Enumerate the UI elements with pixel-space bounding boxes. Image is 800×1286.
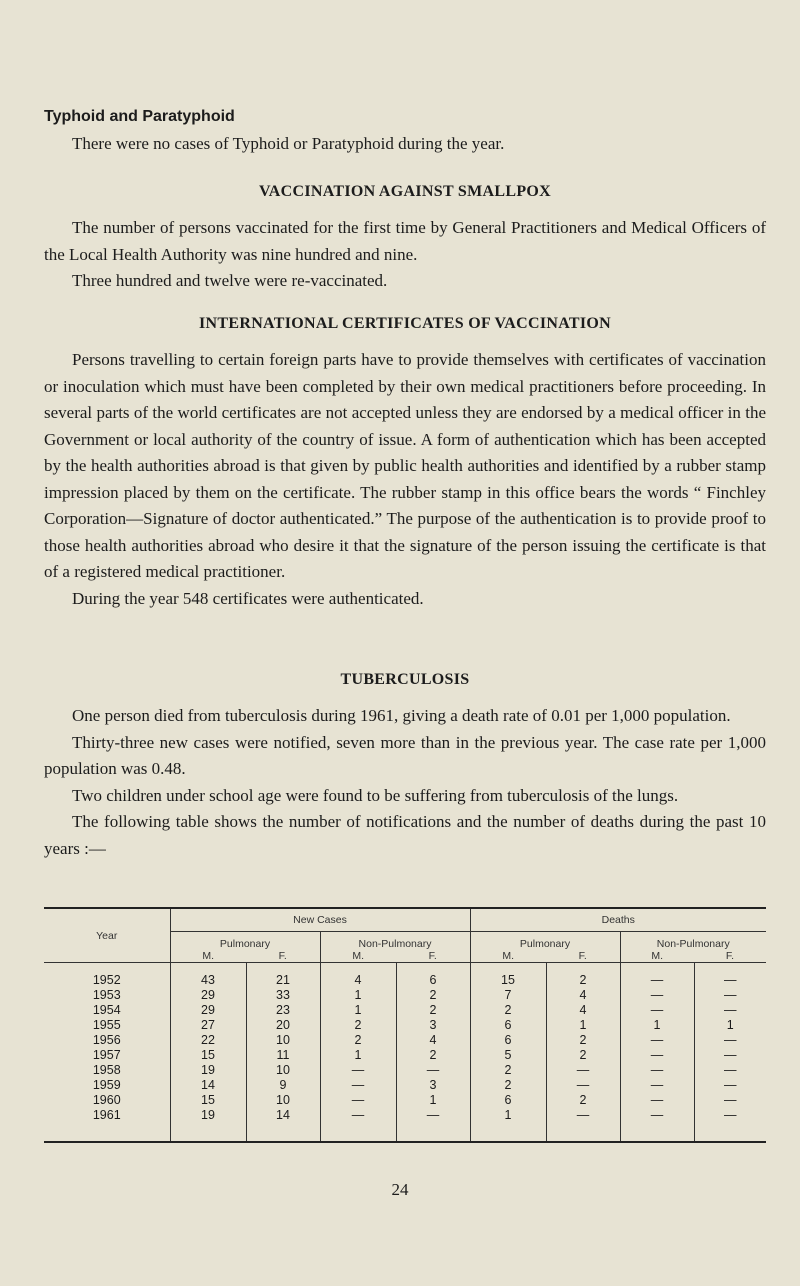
vaccination-paragraph-2: Three hundred and twelve were re-vaccinated.: [72, 271, 388, 290]
table-cell: 1958: [92, 1063, 121, 1077]
table-cell: 43: [170, 973, 246, 988]
table-row: [44, 1108, 766, 1123]
table-cell: 2: [470, 1078, 546, 1093]
table-cell: —: [546, 1108, 620, 1123]
table-cell: —: [620, 1108, 694, 1123]
table-cell: —: [320, 1063, 396, 1078]
deaths-non-pulmonary-header: Non-Pulmonary: [620, 932, 766, 951]
tuberculosis-paragraph-4: The following table shows the number of notifications and the number of deaths during the past 10 years :—: [44, 812, 766, 858]
table-row: [44, 1048, 766, 1063]
table-cell: 1: [694, 1018, 766, 1033]
table-cell: —: [694, 1093, 766, 1108]
table-cell: 1: [470, 1108, 546, 1123]
tuberculosis-heading: TUBERCULOSIS: [340, 671, 470, 688]
table-cell: 1959: [92, 1078, 121, 1092]
deaths-non-pulmonary-m-header: M.: [620, 950, 694, 963]
deaths-header: Deaths: [470, 908, 766, 932]
vaccination-heading: VACCINATION AGAINST SMALLPOX: [258, 183, 551, 200]
table-cell: 1952: [92, 973, 121, 987]
table-cell: —: [694, 1078, 766, 1093]
table-cell: —: [320, 1108, 396, 1123]
table-bottom-rule: [44, 1123, 766, 1142]
table-cell: 10: [246, 1093, 320, 1108]
table-cell: 29: [170, 1003, 246, 1018]
table-cell: —: [620, 1063, 694, 1078]
table-cell: 6: [470, 1033, 546, 1048]
new-cases-header: New Cases: [170, 908, 470, 932]
table-cell: 33: [246, 988, 320, 1003]
table-cell: 10: [246, 1063, 320, 1078]
table-cell: 21: [246, 973, 320, 988]
table-cell: —: [694, 1063, 766, 1078]
table-cell: 2: [396, 1048, 470, 1063]
table-cell: —: [694, 988, 766, 1003]
table-row: [44, 973, 766, 988]
table-row: [44, 1003, 766, 1018]
table-cell: 1: [320, 988, 396, 1003]
table-cell: 2: [546, 973, 620, 988]
table-cell: 3: [396, 1018, 470, 1033]
table-body: [44, 963, 766, 1143]
table-row: [44, 1078, 766, 1093]
deaths-pulmonary-header: Pulmonary: [470, 932, 620, 951]
typhoid-text: There were no cases of Typhoid or Paratyphoid during the year.: [72, 133, 505, 153]
certificates-section: [44, 315, 766, 612]
table-cell: 14: [170, 1078, 246, 1093]
new-pulmonary-f-header: F.: [246, 950, 320, 963]
table-cell: —: [320, 1093, 396, 1108]
typhoid-heading: Typhoid and Paratyphoid: [44, 108, 235, 125]
table-cell: 2: [470, 1003, 546, 1018]
deaths-non-pulmonary-f-header: F.: [694, 950, 766, 963]
table-cell: —: [694, 1003, 766, 1018]
deaths-pulmonary-f-header: F.: [546, 950, 620, 963]
table-cell: 23: [246, 1003, 320, 1018]
table-cell: —: [396, 1063, 470, 1078]
page-number: 24: [391, 1180, 409, 1199]
new-non-pulmonary-f-header: F.: [396, 950, 470, 963]
table-cell: 2: [320, 1018, 396, 1033]
table-cell: 7: [470, 988, 546, 1003]
table-cell: —: [620, 973, 694, 988]
table-cell: 2: [320, 1033, 396, 1048]
table-cell: 4: [546, 1003, 620, 1018]
table-cell: 1960: [92, 1093, 121, 1107]
new-non-pulmonary-header: Non-Pulmonary: [320, 932, 470, 951]
table-cell: 22: [170, 1033, 246, 1048]
table-cell: 6: [470, 1018, 546, 1033]
table-cell: 1: [320, 1048, 396, 1063]
table-cell: 1955: [92, 1018, 121, 1032]
table-cell: —: [620, 1093, 694, 1108]
table-cell: 1: [620, 1018, 694, 1033]
tuberculosis-paragraph-3: Two children under school age were found to be suffering from tuberculosis of the lungs.: [72, 785, 679, 805]
table-cell: —: [694, 973, 766, 988]
table-cell: 11: [246, 1048, 320, 1063]
table-cell: 2: [470, 1063, 546, 1078]
certificates-paragraph-2: During the year 548 certificates were authenticated.: [72, 588, 424, 608]
tuberculosis-table: [44, 907, 766, 1143]
tuberculosis-paragraph-2: Thirty-three new cases were notified, seven more than in the previous year. The case rate per 1,000 population was 0.48.: [44, 732, 766, 778]
table-cell: 2: [546, 1048, 620, 1063]
table-cell: 27: [170, 1018, 246, 1033]
new-non-pulmonary-m-header: M.: [320, 950, 396, 963]
new-pulmonary-m-header: M.: [170, 950, 246, 963]
table-cell: —: [546, 1063, 620, 1078]
vaccination-paragraph-1: The number of persons vaccinated for the first time by General Practitioners and Medical Officers of the Local Health Authority was nine hundred and nine.: [44, 218, 766, 264]
table-cell: 15: [470, 973, 546, 988]
table-row: [44, 1018, 766, 1033]
table-cell: 2: [396, 1003, 470, 1018]
table-cell: 2: [396, 988, 470, 1003]
table-cell: —: [620, 1048, 694, 1063]
table-cell: 4: [396, 1033, 470, 1048]
table-cell: 19: [170, 1063, 246, 1078]
table-cell: 1953: [92, 988, 121, 1002]
table-spacer-row: [44, 963, 766, 974]
tuberculosis-section: [44, 671, 766, 862]
table-cell: —: [620, 1078, 694, 1093]
table-cell: 15: [170, 1048, 246, 1063]
table-cell: 6: [470, 1093, 546, 1108]
table-cell: 15: [170, 1093, 246, 1108]
table-cell: —: [694, 1033, 766, 1048]
table-cell: 4: [546, 988, 620, 1003]
table-cell: —: [320, 1078, 396, 1093]
year-header: Year: [44, 908, 170, 963]
table-row: [44, 988, 766, 1003]
table-cell: 14: [246, 1108, 320, 1123]
table-cell: —: [620, 1003, 694, 1018]
table-cell: 1954: [92, 1003, 121, 1017]
table-cell: 1: [396, 1093, 470, 1108]
table-cell: 3: [396, 1078, 470, 1093]
table-cell: 19: [170, 1108, 246, 1123]
table-cell: 2: [546, 1033, 620, 1048]
table-cell: 2: [546, 1093, 620, 1108]
certificates-paragraph-1: Persons travelling to certain foreign parts have to provide themselves with certificates of vaccination or inoculation which must have been completed by their own medical practitioners before proceeding. In several parts of the world certificates are not accepted unless they are endorsed by a medical officer in the Government or local authority of the country of issue. A form of authentication which has been accepted by the health authorities abroad is that given by public health authorities and identified by a rubber stamp impression placed by them on the certificate. The rubber stamp in this office bears the words “ Finchley Corporation—Signature of doctor authenticated.” The purpose of the authentication is to provide proof to those health authorities abroad who desire it that the signature of the person issuing the certificate is that of a registered medical practitioner.: [44, 350, 766, 581]
table-row: [44, 1063, 766, 1078]
table-cell: 1957: [92, 1048, 121, 1062]
table-cell: —: [694, 1108, 766, 1123]
table-cell: 6: [396, 973, 470, 988]
new-pulmonary-header: Pulmonary: [170, 932, 320, 951]
table-cell: —: [546, 1078, 620, 1093]
table-cell: 9: [246, 1078, 320, 1093]
table-cell: 4: [320, 973, 396, 988]
table-cell: 29: [170, 988, 246, 1003]
tuberculosis-paragraph-1: One person died from tuberculosis during 1961, giving a death rate of 0.01 per 1,000 population.: [72, 706, 731, 725]
certificates-heading: INTERNATIONAL CERTIFICATES OF VACCINATION: [199, 315, 611, 332]
table-cell: 1: [546, 1018, 620, 1033]
vaccination-section: [44, 183, 766, 295]
table-cell: 5: [470, 1048, 546, 1063]
typhoid-section: [44, 104, 766, 157]
deaths-pulmonary-m-header: M.: [470, 950, 546, 963]
table-row: [44, 1033, 766, 1048]
table-cell: 1956: [92, 1033, 121, 1047]
table-cell: 1961: [92, 1108, 121, 1122]
table-row: [44, 1093, 766, 1108]
table-cell: —: [396, 1108, 470, 1123]
table-cell: 1: [320, 1003, 396, 1018]
table-cell: —: [620, 988, 694, 1003]
table-cell: 20: [246, 1018, 320, 1033]
table-cell: 10: [246, 1033, 320, 1048]
table-cell: —: [694, 1048, 766, 1063]
table-cell: —: [620, 1033, 694, 1048]
